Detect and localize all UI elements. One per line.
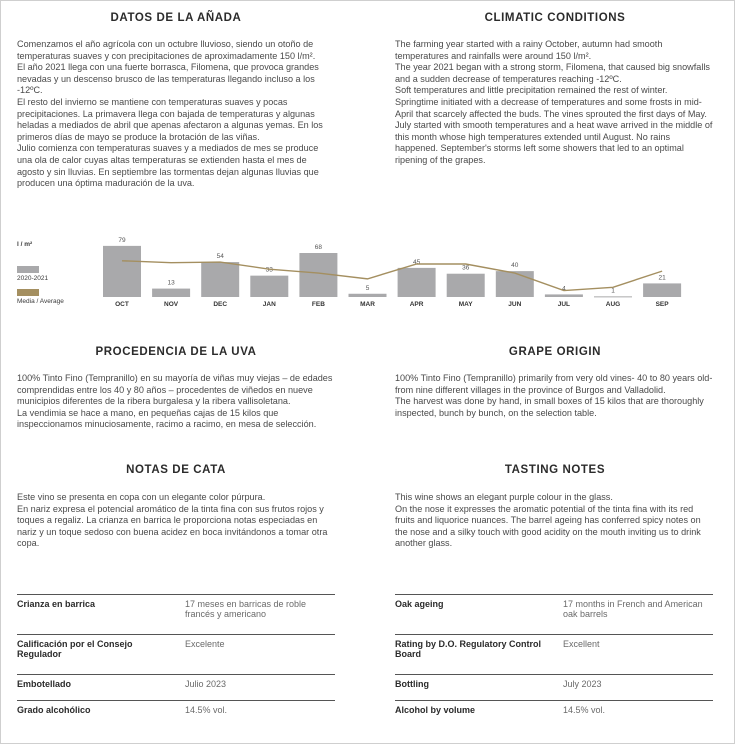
spec-value: 17 months in French and American oak barrels bbox=[563, 595, 713, 635]
bar-value-label: 4 bbox=[562, 285, 566, 293]
tasting-paragraph: On the nose it expresses the aromatic potential of the tinta fina with its red fruits and liquorice nuances. The barrel ageing has conferred spicy notes on the nose and a silky touch with good acidity on the mouth inviting us to drink another glass. bbox=[395, 503, 701, 549]
bar-value-label: 5 bbox=[365, 284, 370, 292]
rainfall-bar bbox=[398, 268, 436, 297]
rainfall-bar bbox=[545, 294, 583, 297]
rainfall-bar bbox=[250, 276, 288, 297]
tasting-text-es bbox=[17, 492, 335, 550]
climate-paragraph: The year 2021 began with a strong storm, Filomena, that caused big snowfalls and a sudden decrease of temperatures reaching -12ºC. bbox=[395, 62, 710, 84]
tasting-text-en bbox=[395, 492, 713, 550]
spec-row bbox=[17, 701, 335, 727]
spec-label: Bottling bbox=[395, 675, 563, 701]
spec-label: Calificación por el Consejo Regulador bbox=[17, 635, 185, 675]
rainfall-chart bbox=[0, 228, 735, 313]
origin-paragraph: The harvest was done by hand, in small boxes of 15 kilos that are thoroughly inspected, bunch by bunch, on the selection table. bbox=[395, 396, 704, 418]
spec-row bbox=[395, 701, 713, 727]
spec-value: Julio 2023 bbox=[185, 675, 335, 701]
climate-text-es bbox=[17, 39, 335, 190]
origin-text-en bbox=[395, 373, 713, 419]
month-tick-label: SEP bbox=[655, 301, 669, 308]
origin-paragraph: 100% Tinto Fino (Tempranillo) primarily from very old vines- 40 to 80 years old- from nine different villages in the province of Burgos and Valladolid. bbox=[395, 373, 713, 395]
month-tick-label: NOV bbox=[164, 301, 179, 308]
rainfall-bar bbox=[447, 274, 485, 297]
rainfall-bar bbox=[349, 294, 387, 297]
origin-heading-en: GRAPE ORIGIN bbox=[508, 346, 602, 358]
bar-value-label: 79 bbox=[118, 236, 126, 244]
month-tick-label: DEC bbox=[213, 301, 228, 308]
month-tick-label: JUL bbox=[557, 301, 571, 308]
bar-value-label: 21 bbox=[658, 274, 666, 282]
spec-value: 14.5% vol. bbox=[563, 701, 713, 727]
climate-paragraph: Julio comienza con temperaturas suaves y a mediados de mes se produce una ola de calor cuyas altas temperaturas se extienden hasta el mes de agosto y sin lluvias. En septiembre las tormentas dejan algunas lluvias que producen una óptima maduración de la uva. bbox=[17, 143, 319, 189]
spec-value: July 2023 bbox=[563, 675, 713, 701]
rainfall-bar bbox=[643, 283, 681, 297]
spec-label: Oak ageing bbox=[395, 595, 563, 635]
bar-value-label: 36 bbox=[462, 264, 470, 272]
spec-label: Crianza en barrica bbox=[17, 595, 185, 635]
tasting-paragraph: Este vino se presenta en copa con un elegante color púrpura. bbox=[17, 492, 266, 502]
spec-value: Excelente bbox=[185, 635, 335, 675]
bar-value-label: 13 bbox=[167, 279, 175, 287]
month-tick-label: JAN bbox=[262, 301, 276, 308]
legend-label-average: Media / Average bbox=[17, 298, 64, 305]
climate-text-en bbox=[395, 39, 713, 167]
spec-row bbox=[17, 595, 335, 635]
tasting-heading-en: TASTING NOTES bbox=[504, 464, 606, 476]
chart-unit-label: l / m² bbox=[17, 241, 33, 248]
bar-value-label: 54 bbox=[216, 253, 224, 261]
origin-text-es bbox=[17, 373, 335, 431]
month-tick-label: JUN bbox=[508, 301, 522, 308]
spec-label: Rating by D.O. Regulatory Control Board bbox=[395, 635, 563, 675]
month-tick-label: MAR bbox=[360, 301, 375, 308]
spec-row bbox=[395, 675, 713, 701]
climate-paragraph: The farming year started with a rainy October, autumn had smooth temperatures and rainfalls were around 150 l/m². bbox=[395, 39, 663, 61]
spec-table-es bbox=[17, 594, 335, 727]
climate-paragraph: El año 2021 llega con una fuerte borrasca, Filomena, que provoca grandes nevadas y un descenso brusco de las temperaturas llegando incluso a los -12ºC. bbox=[17, 62, 319, 96]
month-tick-label: FEB bbox=[311, 301, 325, 308]
origin-paragraph: La vendimia se hace a mano, en pequeñas cajas de 15 kilos que inspeccionamos minuciosamente, racimo a racimo, en mesa de selección. bbox=[17, 407, 317, 430]
bar-value-label: 45 bbox=[412, 258, 421, 266]
origin-paragraph: 100% Tinto Fino (Tempranillo) en su mayoría de viñas muy viejas – de edades comprendidas entre los 40 y 80 años – procedentes de viñedos en nueve municipios diferentes de la ribera burgalesa y la ribera vallisoletana. bbox=[17, 373, 333, 407]
month-tick-label: AUG bbox=[605, 301, 621, 308]
tasting-paragraph: En nariz expresa el potencial aromático de la tinta fina con sus frutos rojos y toques a regaliz. La crianza en barrica le proporciona notas especiadas en nariz y un toque sedoso con buena acidez en boca invitándonos a tomar otra copa. bbox=[17, 503, 328, 549]
climate-paragraph: Comenzamos el año agrícola con un octubre lluvioso, siendo un otoño de temperaturas suaves y con precipitaciones de aproximadamente 150 l/m². bbox=[17, 39, 316, 61]
climate-heading-en: CLIMATIC CONDITIONS bbox=[484, 12, 626, 24]
spec-label: Embotellado bbox=[17, 675, 185, 701]
climate-paragraph: Soft temperatures and little precipitation remained the rest of winter. Springtime initiated with a decrease of temperatures and some frosts in mid-April that scarcely affected the buds. The vines sprouted the first days of May. July started with smooth temperatures and a heat wave arrived in the middle of this month whose high temperatures extended until August. No rains happened. September's storms left some showers that led to an optimal ripening of the grapes. bbox=[395, 85, 713, 165]
spec-row bbox=[395, 635, 713, 675]
bar-value-label: 68 bbox=[314, 244, 323, 251]
spec-row bbox=[17, 635, 335, 675]
spec-value: Excellent bbox=[563, 635, 713, 675]
spec-row bbox=[17, 675, 335, 701]
bar-value-label: 40 bbox=[511, 262, 519, 270]
rainfall-bar bbox=[201, 262, 239, 297]
rainfall-bar bbox=[496, 271, 534, 297]
legend-label-bars: 2020-2021 bbox=[17, 275, 49, 282]
origin-heading-es: PROCEDENCIA DE LA UVA bbox=[95, 346, 257, 358]
tasting-heading-es: NOTAS DE CATA bbox=[126, 464, 226, 476]
bar-value-label: 1 bbox=[611, 287, 615, 295]
spec-label: Grado alcohólico bbox=[17, 701, 185, 727]
rainfall-bar bbox=[594, 296, 632, 297]
spec-value: 17 meses en barricas de roble francés y americano bbox=[185, 595, 335, 635]
month-tick-label: APR bbox=[409, 301, 424, 308]
month-tick-label: MAY bbox=[458, 301, 473, 308]
spec-value: 14.5% vol. bbox=[185, 701, 335, 727]
spec-row bbox=[395, 595, 713, 635]
rainfall-bar bbox=[152, 289, 190, 297]
tasting-paragraph: This wine shows an elegant purple colour in the glass. bbox=[395, 492, 613, 502]
climate-paragraph: El resto del invierno se mantiene con temperaturas suaves y pocas precipitaciones. La primavera llega con bajada de temperaturas y algunas heladas a mediados de abril que apenas afectaron a algunas yemas. En los primeros días de mayo se produce la brotación de las viñas. bbox=[17, 96, 323, 142]
spec-label: Alcohol by volume bbox=[395, 701, 563, 727]
month-tick-label: OCT bbox=[115, 301, 129, 308]
climate-heading-es: DATOS DE LA AÑADA bbox=[110, 12, 242, 24]
spec-table-en bbox=[395, 594, 713, 727]
bar-value-label: 33 bbox=[265, 266, 273, 274]
rainfall-bar bbox=[103, 246, 141, 297]
